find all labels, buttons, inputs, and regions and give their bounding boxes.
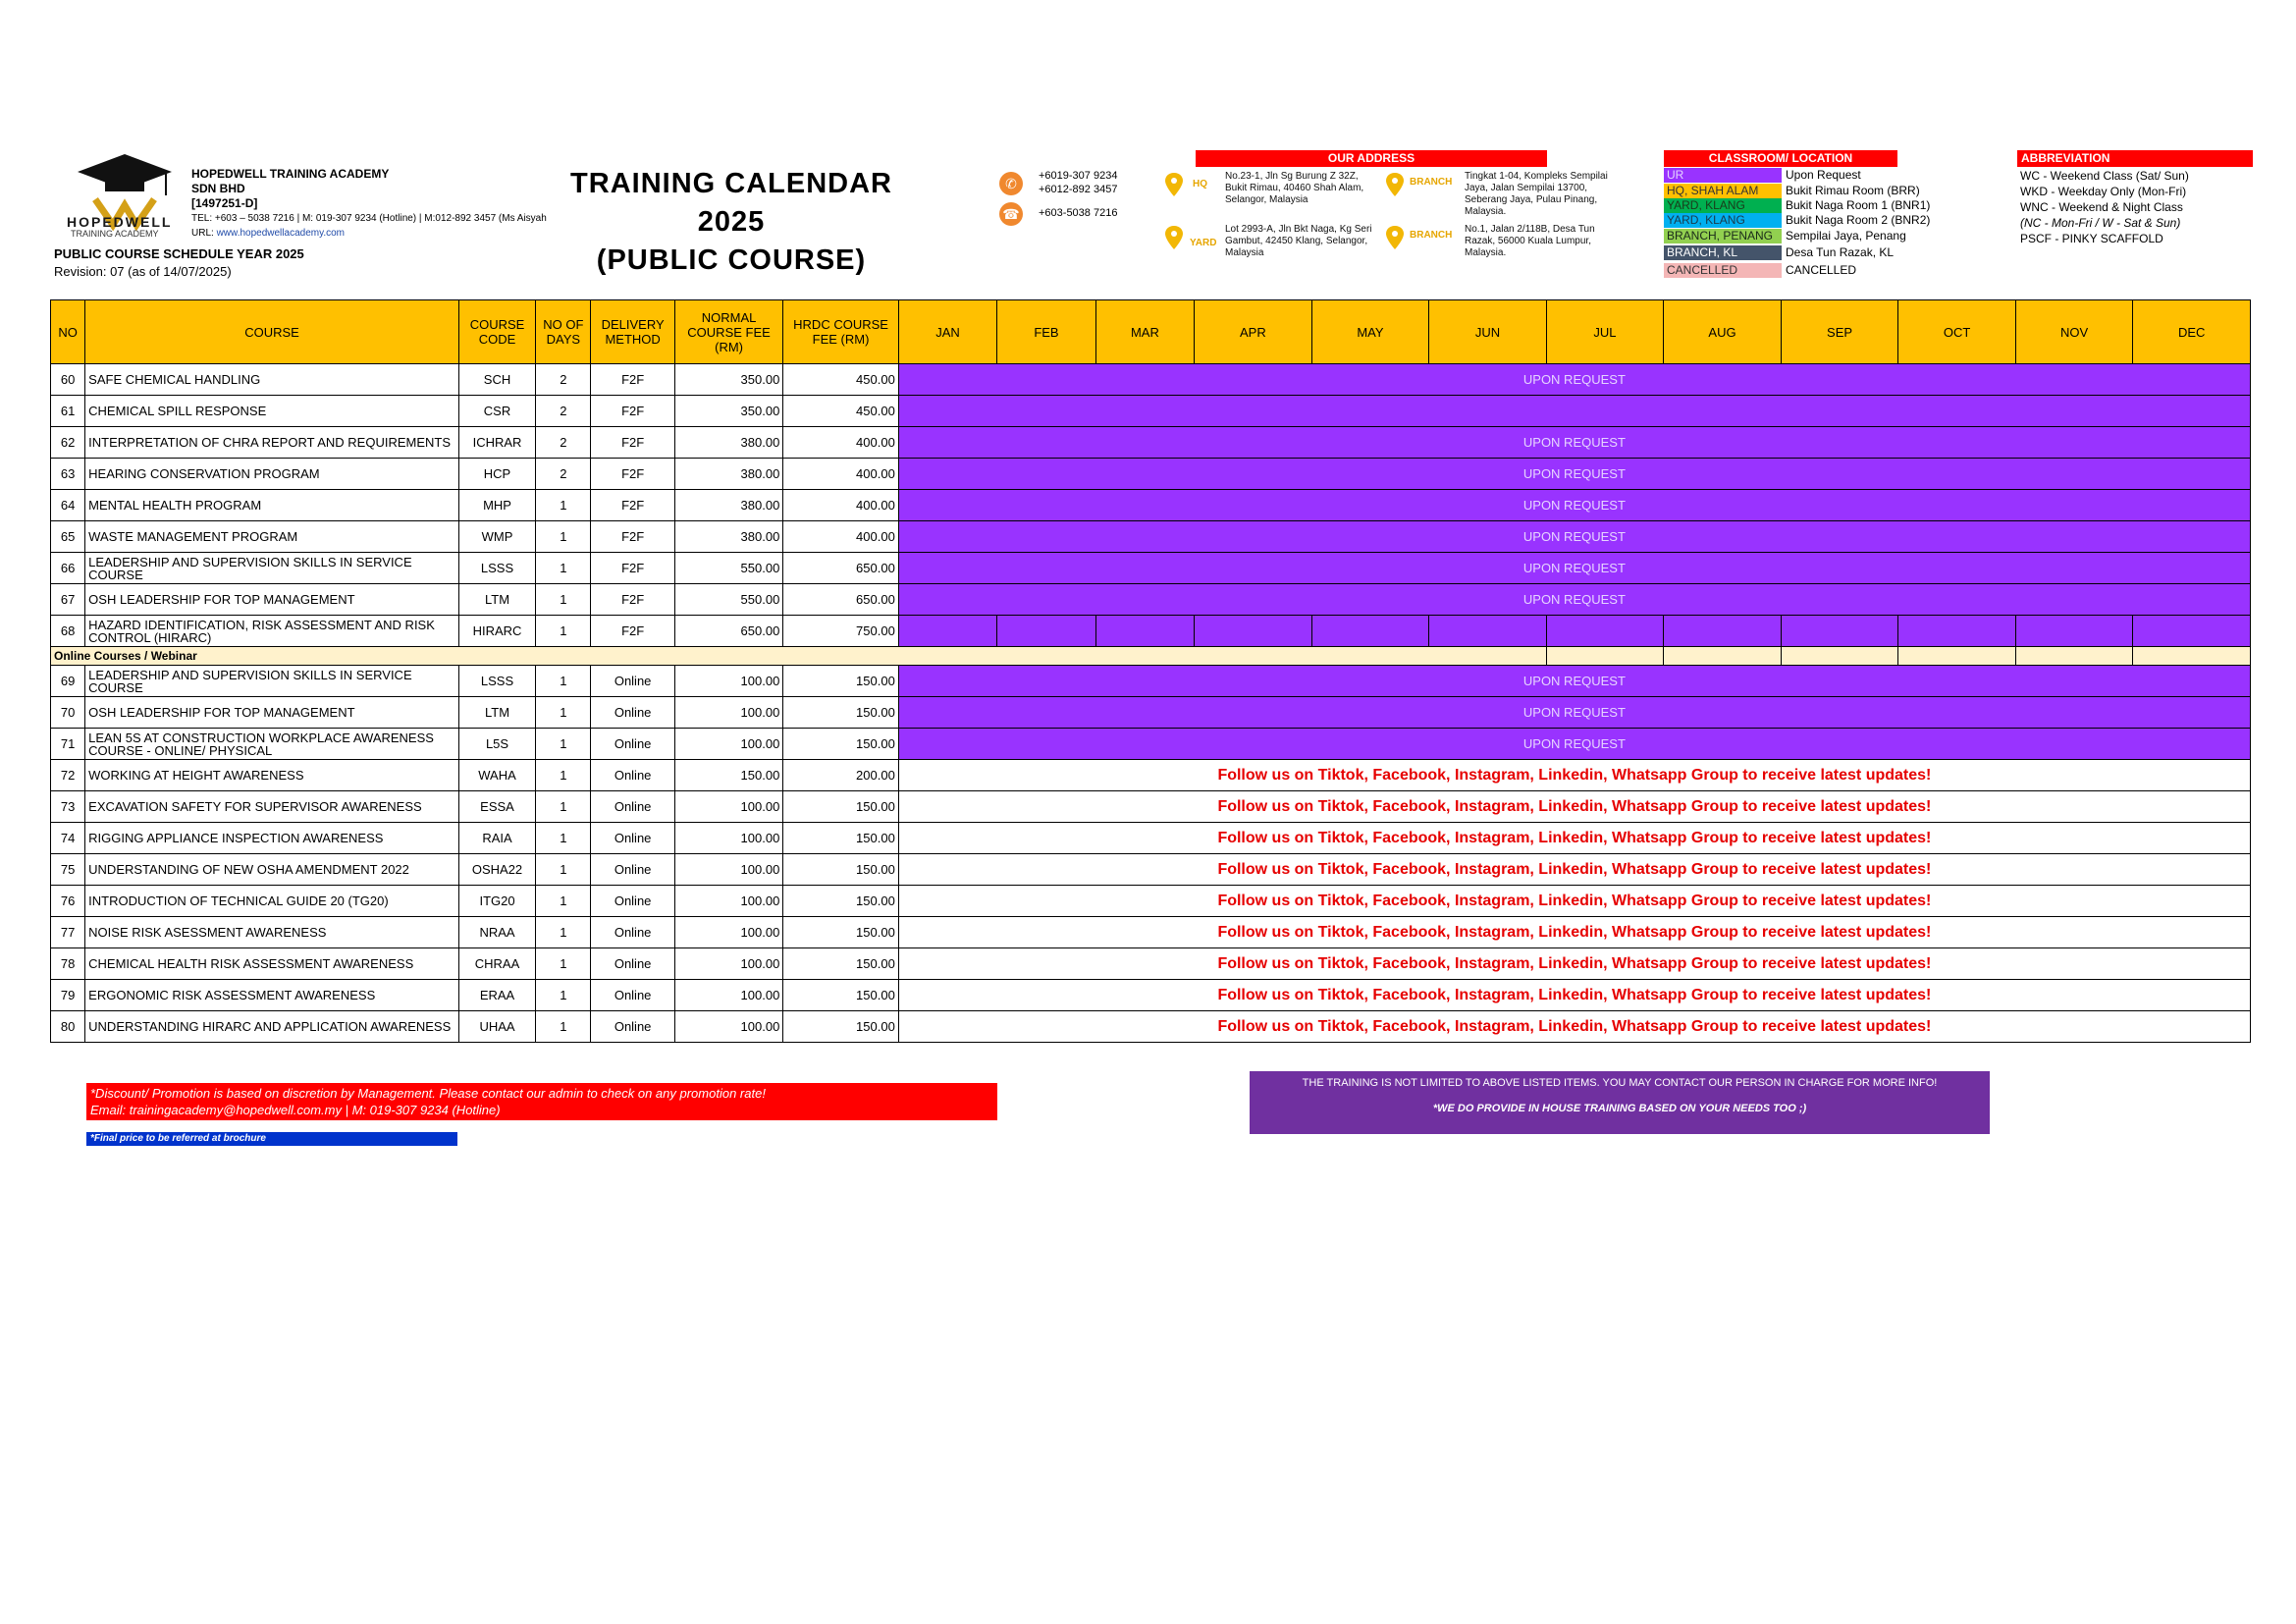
cell-no: 75 <box>51 854 85 886</box>
cell-no: 76 <box>51 886 85 917</box>
cell-hrdc-fee: 150.00 <box>783 1011 899 1043</box>
address-title: OUR ADDRESS <box>1196 150 1547 167</box>
discount-note: *Discount/ Promotion is based on discretion by Management. Please contact our admin to check on any promotion rate! <box>90 1086 766 1101</box>
location-key: UR <box>1664 168 1782 183</box>
month-cell <box>1898 647 2016 666</box>
table-row <box>51 490 2251 521</box>
cell-days: 1 <box>536 521 591 553</box>
table-row <box>51 427 2251 459</box>
abbr-item: WC - Weekend Class (Sat/ Sun) <box>2020 169 2189 183</box>
notice-line-2: *WE DO PROVIDE IN HOUSE TRAINING BASED ON YOUR NEEDS TOO ;) <box>1432 1103 1807 1114</box>
abbr-item: WNC - Weekend & Night Class <box>2020 200 2183 214</box>
cell-days: 1 <box>536 666 591 697</box>
col-header-code: COURSE CODE <box>458 300 535 364</box>
cell-no: 61 <box>51 396 85 427</box>
cell-no: 65 <box>51 521 85 553</box>
cell-normal-fee: 350.00 <box>674 364 782 396</box>
whatsapp-number-1[interactable]: +6019-307 9234 <box>1039 170 1118 182</box>
cell-no: 77 <box>51 917 85 948</box>
cell-code: WMP <box>458 521 535 553</box>
abbreviation-list <box>2020 168 2189 246</box>
cell-days: 1 <box>536 729 591 760</box>
table-row <box>51 823 2251 854</box>
cell-hrdc-fee: 150.00 <box>783 666 899 697</box>
upon-request-band: UPON REQUEST <box>898 364 2250 396</box>
cell-days: 1 <box>536 616 591 647</box>
month-header: MAY <box>1311 300 1429 364</box>
cell-normal-fee: 380.00 <box>674 490 782 521</box>
location-value: Desa Tun Razak, KL <box>1786 245 1895 259</box>
month-header: SEP <box>1781 300 1898 364</box>
page-title <box>550 165 913 280</box>
hq-address: No.23-1, Jln Sg Burung Z 32Z, Bukit Rimau, 40460 Shah Alam, Selangor, Malaysia <box>1225 171 1364 205</box>
cell-code: OSHA22 <box>458 854 535 886</box>
month-cell <box>997 616 1095 647</box>
month-cell <box>1898 616 2016 647</box>
cell-normal-fee: 100.00 <box>674 729 782 760</box>
cell-normal-fee: 100.00 <box>674 980 782 1011</box>
location-key: YARD, KLANG <box>1664 213 1782 228</box>
cell-hrdc-fee: 150.00 <box>783 729 899 760</box>
cell-days: 1 <box>536 917 591 948</box>
table-row <box>51 1011 2251 1043</box>
cell-code: CSR <box>458 396 535 427</box>
col-header-course: COURSE <box>85 300 459 364</box>
cell-method: Online <box>591 760 674 791</box>
cell-no: 69 <box>51 666 85 697</box>
cell-normal-fee: 550.00 <box>674 553 782 584</box>
table-row <box>51 980 2251 1011</box>
notice-line-1: THE TRAINING IS NOT LIMITED TO ABOVE LISTED ITEMS. YOU MAY CONTACT OUR PERSON IN CHARGE FOR MORE INFO! <box>1302 1077 1938 1089</box>
cell-code: L5S <box>458 729 535 760</box>
cell-days: 2 <box>536 459 591 490</box>
company-name: HOPEDWELL TRAINING ACADEMY <box>191 167 390 181</box>
cell-no: 64 <box>51 490 85 521</box>
office-number[interactable]: +603-5038 7216 <box>1039 207 1118 219</box>
cell-normal-fee: 100.00 <box>674 823 782 854</box>
location-value: Bukit Naga Room 1 (BNR1) <box>1786 198 1931 212</box>
cell-code: HCP <box>458 459 535 490</box>
cell-method: Online <box>591 729 674 760</box>
cell-course: LEAN 5S AT CONSTRUCTION WORKPLACE AWARENESS COURSE - ONLINE/ PHYSICAL <box>85 729 459 760</box>
month-header: AUG <box>1664 300 1782 364</box>
cell-code: LSSS <box>458 666 535 697</box>
month-cell <box>1781 647 1898 666</box>
abbr-item: WKD - Weekday Only (Mon-Fri) <box>2020 185 2187 198</box>
location-legend-title: CLASSROOM/ LOCATION <box>1664 150 1897 167</box>
cell-method: F2F <box>591 616 674 647</box>
cell-normal-fee: 100.00 <box>674 917 782 948</box>
table-row <box>51 729 2251 760</box>
cell-method: F2F <box>591 490 674 521</box>
location-value: Bukit Rimau Room (BRR) <box>1786 184 1920 197</box>
url-label: URL: <box>191 228 214 239</box>
cell-course: WORKING AT HEIGHT AWARENESS <box>85 760 459 791</box>
month-cell <box>1781 616 1898 647</box>
cell-no: 79 <box>51 980 85 1011</box>
cell-no: 73 <box>51 791 85 823</box>
cell-no: 60 <box>51 364 85 396</box>
cell-days: 1 <box>536 1011 591 1043</box>
cell-method: Online <box>591 948 674 980</box>
cell-code: SCH <box>458 364 535 396</box>
cell-normal-fee: 550.00 <box>674 584 782 616</box>
location-key: BRANCH, KL <box>1664 245 1782 260</box>
location-key: CANCELLED <box>1664 263 1782 278</box>
abbr-item: PSCF - PINKY SCAFFOLD <box>2020 232 2163 245</box>
cell-method: Online <box>591 823 674 854</box>
cell-hrdc-fee: 150.00 <box>783 854 899 886</box>
hq-location-pin-icon <box>1165 173 1183 196</box>
month-header: FEB <box>997 300 1095 364</box>
discount-banner <box>86 1083 997 1120</box>
month-cell <box>2133 647 2251 666</box>
month-header: JUN <box>1429 300 1547 364</box>
follow-us-message: Follow us on Tiktok, Facebook, Instagram, Linkedin, Whatsapp Group to receive latest updates! <box>898 760 2250 791</box>
company-name-2: SDN BHD <box>191 182 245 195</box>
upon-request-band: UPON REQUEST <box>898 490 2250 521</box>
follow-us-message: Follow us on Tiktok, Facebook, Instagram, Linkedin, Whatsapp Group to receive latest updates! <box>898 823 2250 854</box>
cell-course: OSH LEADERSHIP FOR TOP MANAGEMENT <box>85 697 459 729</box>
month-header: MAR <box>1095 300 1194 364</box>
cell-course: EXCAVATION SAFETY FOR SUPERVISOR AWARENESS <box>85 791 459 823</box>
col-header-no: NO <box>51 300 85 364</box>
month-header: APR <box>1195 300 1312 364</box>
cell-days: 1 <box>536 980 591 1011</box>
month-cell <box>898 616 996 647</box>
branch-kl-address: No.1, Jalan 2/118B, Desa Tun Razak, 56000 Kuala Lumpur, Malaysia. <box>1465 224 1595 258</box>
location-value: Bukit Naga Room 2 (BNR2) <box>1786 213 1931 227</box>
cell-method: F2F <box>591 396 674 427</box>
cell-normal-fee: 380.00 <box>674 427 782 459</box>
cell-normal-fee: 380.00 <box>674 459 782 490</box>
cell-method: F2F <box>591 427 674 459</box>
hq-tag: HQ <box>1193 179 1207 189</box>
cell-method: Online <box>591 697 674 729</box>
table-row <box>51 364 2251 396</box>
cell-normal-fee: 100.00 <box>674 791 782 823</box>
month-cell <box>1429 616 1547 647</box>
cell-code: LSSS <box>458 553 535 584</box>
upon-request-band: UPON REQUEST <box>898 666 2250 697</box>
follow-us-message: Follow us on Tiktok, Facebook, Instagram, Linkedin, Whatsapp Group to receive latest updates! <box>898 1011 2250 1043</box>
cell-code: WAHA <box>458 760 535 791</box>
revision-label: Revision: 07 (as of 14/07/2025) <box>54 264 232 279</box>
cell-normal-fee: 100.00 <box>674 666 782 697</box>
cell-method: Online <box>591 791 674 823</box>
in-house-notice <box>1250 1071 1990 1134</box>
month-cell <box>1095 616 1194 647</box>
cell-code: LTM <box>458 697 535 729</box>
col-header-days: NO OF DAYS <box>536 300 591 364</box>
title-line-2: 2025 <box>697 206 766 238</box>
cell-course: WASTE MANAGEMENT PROGRAM <box>85 521 459 553</box>
table-row <box>51 459 2251 490</box>
cell-method: F2F <box>591 521 674 553</box>
final-price-note: *Final price to be referred at brochure <box>86 1132 457 1146</box>
company-info <box>191 167 547 241</box>
cell-code: CHRAA <box>458 948 535 980</box>
yard-address: Lot 2993-A, Jln Bkt Naga, Kg Seri Gambut, 42450 Klang, Selangor, Malaysia <box>1225 224 1372 258</box>
cell-days: 1 <box>536 823 591 854</box>
cell-method: F2F <box>591 364 674 396</box>
title-line-1: TRAINING CALENDAR <box>570 168 892 199</box>
cell-normal-fee: 100.00 <box>674 886 782 917</box>
col-header-method: DELIVERY METHOD <box>591 300 674 364</box>
cell-course: MENTAL HEALTH PROGRAM <box>85 490 459 521</box>
cell-method: F2F <box>591 584 674 616</box>
cell-method: F2F <box>591 459 674 490</box>
cell-course: CHEMICAL HEALTH RISK ASSESSMENT AWARENESS <box>85 948 459 980</box>
cell-hrdc-fee: 200.00 <box>783 760 899 791</box>
month-header: DEC <box>2133 300 2251 364</box>
table-body <box>51 364 2251 1043</box>
follow-us-message: Follow us on Tiktok, Facebook, Instagram, Linkedin, Whatsapp Group to receive latest updates! <box>898 886 2250 917</box>
cell-hrdc-fee: 400.00 <box>783 521 899 553</box>
cell-course: INTRODUCTION OF TECHNICAL GUIDE 20 (TG20) <box>85 886 459 917</box>
upon-request-band: UPON REQUEST <box>898 584 2250 616</box>
cell-course: LEADERSHIP AND SUPERVISION SKILLS IN SERVICE COURSE <box>85 553 459 584</box>
cell-course: NOISE RISK ASESSMENT AWARENESS <box>85 917 459 948</box>
cell-no: 71 <box>51 729 85 760</box>
upon-request-band: UPON REQUEST <box>898 553 2250 584</box>
whatsapp-number-2[interactable]: +6012-892 3457 <box>1039 184 1118 195</box>
follow-us-message: Follow us on Tiktok, Facebook, Instagram, Linkedin, Whatsapp Group to receive latest updates! <box>898 791 2250 823</box>
table-row <box>51 553 2251 584</box>
cell-method: Online <box>591 980 674 1011</box>
cell-hrdc-fee: 150.00 <box>783 823 899 854</box>
branch-tag-2: BRANCH <box>1410 230 1453 241</box>
month-cell <box>1546 616 1664 647</box>
cell-days: 2 <box>536 396 591 427</box>
cell-hrdc-fee: 750.00 <box>783 616 899 647</box>
cell-course: INTERPRETATION OF CHRA REPORT AND REQUIREMENTS <box>85 427 459 459</box>
cell-method: Online <box>591 666 674 697</box>
section-row <box>51 647 2251 666</box>
cell-no: 68 <box>51 616 85 647</box>
table-row <box>51 760 2251 791</box>
cell-course: HAZARD IDENTIFICATION, RISK ASSESSMENT AND RISK CONTROL (HIRARC) <box>85 616 459 647</box>
training-calendar-table <box>50 299 2251 1043</box>
url-line <box>191 226 547 241</box>
location-key: BRANCH, PENANG <box>1664 229 1782 244</box>
month-cell <box>2015 647 2133 666</box>
abbr-item: (NC - Mon-Fri / W - Sat & Sun) <box>2020 216 2181 230</box>
cell-hrdc-fee: 150.00 <box>783 697 899 729</box>
table-row <box>51 396 2251 427</box>
upon-request-band: UPON REQUEST <box>898 521 2250 553</box>
cell-no: 66 <box>51 553 85 584</box>
location-value: Sempilai Jaya, Penang <box>1786 229 1906 243</box>
table-row <box>51 917 2251 948</box>
cell-no: 78 <box>51 948 85 980</box>
cell-code: NRAA <box>458 917 535 948</box>
abbreviation-title: ABBREVIATION <box>2017 150 2253 167</box>
table-row <box>51 948 2251 980</box>
cell-course: HEARING CONSERVATION PROGRAM <box>85 459 459 490</box>
yard-location-pin-icon <box>1165 226 1183 249</box>
company-reg: [1497251-D] <box>191 196 258 210</box>
month-cell <box>1546 647 1664 666</box>
cell-normal-fee: 150.00 <box>674 760 782 791</box>
cell-code: ESSA <box>458 791 535 823</box>
whatsapp-icon: ✆ <box>999 172 1023 195</box>
cell-days: 2 <box>536 427 591 459</box>
cell-course: UNDERSTANDING OF NEW OSHA AMENDMENT 2022 <box>85 854 459 886</box>
month-cell <box>2133 616 2251 647</box>
cell-code: ICHRAR <box>458 427 535 459</box>
table-row <box>51 886 2251 917</box>
cell-hrdc-fee: 150.00 <box>783 917 899 948</box>
upon-request-band: UPON REQUEST <box>898 427 2250 459</box>
cell-hrdc-fee: 400.00 <box>783 427 899 459</box>
schedule-label: PUBLIC COURSE SCHEDULE YEAR 2025 <box>54 246 304 261</box>
cell-code: MHP <box>458 490 535 521</box>
logo-wordmark: HOPEDWELL <box>67 214 173 230</box>
cell-normal-fee: 100.00 <box>674 1011 782 1043</box>
cell-no: 70 <box>51 697 85 729</box>
location-key: HQ, SHAH ALAM <box>1664 184 1782 198</box>
cell-hrdc-fee: 400.00 <box>783 490 899 521</box>
cell-hrdc-fee: 450.00 <box>783 364 899 396</box>
cell-normal-fee: 100.00 <box>674 948 782 980</box>
cell-normal-fee: 350.00 <box>674 396 782 427</box>
branch-kl-pin-icon <box>1386 226 1404 249</box>
table-row <box>51 791 2251 823</box>
cell-course: SAFE CHEMICAL HANDLING <box>85 364 459 396</box>
cell-days: 1 <box>536 490 591 521</box>
branch-penang-address: Tingkat 1-04, Kompleks Sempilai Jaya, Jalan Sempilai 13700, Seberang Jaya, Pulau Pinang, Malaysia. <box>1465 171 1608 217</box>
cell-days: 1 <box>536 553 591 584</box>
cell-normal-fee: 380.00 <box>674 521 782 553</box>
col-header-hrdc-fee: HRDC COURSE FEE (RM) <box>783 300 899 364</box>
cell-normal-fee: 650.00 <box>674 616 782 647</box>
cell-no: 72 <box>51 760 85 791</box>
table-row <box>51 666 2251 697</box>
cell-days: 1 <box>536 584 591 616</box>
table-row <box>51 521 2251 553</box>
cell-normal-fee: 100.00 <box>674 854 782 886</box>
cell-hrdc-fee: 150.00 <box>783 886 899 917</box>
cell-code: HIRARC <box>458 616 535 647</box>
schedule-band <box>898 396 2250 427</box>
cell-method: Online <box>591 1011 674 1043</box>
branch-penang-pin-icon <box>1386 173 1404 196</box>
cell-course: RIGGING APPLIANCE INSPECTION AWARENESS <box>85 823 459 854</box>
cell-code: ERAA <box>458 980 535 1011</box>
upon-request-band: UPON REQUEST <box>898 697 2250 729</box>
cell-no: 74 <box>51 823 85 854</box>
follow-us-message: Follow us on Tiktok, Facebook, Instagram, Linkedin, Whatsapp Group to receive latest updates! <box>898 980 2250 1011</box>
table-row <box>51 616 2251 647</box>
cell-method: Online <box>591 854 674 886</box>
cell-course: OSH LEADERSHIP FOR TOP MANAGEMENT <box>85 584 459 616</box>
cell-course: ERGONOMIC RISK ASSESSMENT AWARENESS <box>85 980 459 1011</box>
cell-days: 1 <box>536 697 591 729</box>
discount-contact: Email: trainingacademy@hopedwell.com.my | M: 019-307 9234 (Hotline) <box>90 1103 501 1117</box>
cell-code: RAIA <box>458 823 535 854</box>
cell-no: 62 <box>51 427 85 459</box>
cell-days: 1 <box>536 760 591 791</box>
cell-course: LEADERSHIP AND SUPERVISION SKILLS IN SERVICE COURSE <box>85 666 459 697</box>
title-line-3: (PUBLIC COURSE) <box>596 244 867 276</box>
cell-days: 2 <box>536 364 591 396</box>
whatsapp-numbers <box>1039 169 1117 196</box>
cell-code: LTM <box>458 584 535 616</box>
cell-hrdc-fee: 150.00 <box>783 948 899 980</box>
cell-course: CHEMICAL SPILL RESPONSE <box>85 396 459 427</box>
contact-line: TEL: +603 – 5038 7216 | M: 019-307 9234 (Hotline) | M:012-892 3457 (Ms Aisyah <box>191 213 547 224</box>
logo-subtext: TRAINING ACADEMY <box>71 229 159 239</box>
month-cell <box>1664 616 1782 647</box>
month-cell <box>1195 616 1312 647</box>
cell-no: 67 <box>51 584 85 616</box>
cell-no: 80 <box>51 1011 85 1043</box>
section-label: Online Courses / Webinar <box>51 647 1547 666</box>
cell-days: 1 <box>536 854 591 886</box>
cell-days: 1 <box>536 948 591 980</box>
month-cell <box>2015 616 2133 647</box>
yard-tag: YARD <box>1190 238 1217 248</box>
cell-hrdc-fee: 650.00 <box>783 584 899 616</box>
cell-days: 1 <box>536 886 591 917</box>
location-value: CANCELLED <box>1786 263 1857 277</box>
month-header: NOV <box>2015 300 2133 364</box>
cell-code: UHAA <box>458 1011 535 1043</box>
month-cell <box>1311 616 1429 647</box>
table-header-row <box>51 300 2251 364</box>
follow-us-message: Follow us on Tiktok, Facebook, Instagram, Linkedin, Whatsapp Group to receive latest updates! <box>898 917 2250 948</box>
cell-code: ITG20 <box>458 886 535 917</box>
cell-course: UNDERSTANDING HIRARC AND APPLICATION AWARENESS <box>85 1011 459 1043</box>
cell-normal-fee: 100.00 <box>674 697 782 729</box>
month-header: OCT <box>1898 300 2016 364</box>
cell-method: F2F <box>591 553 674 584</box>
phone-icon: ☎ <box>999 202 1023 226</box>
cell-days: 1 <box>536 791 591 823</box>
upon-request-band: UPON REQUEST <box>898 729 2250 760</box>
location-key: YARD, KLANG <box>1664 198 1782 213</box>
table-row <box>51 854 2251 886</box>
month-header: JUL <box>1546 300 1664 364</box>
table-row <box>51 584 2251 616</box>
table-row <box>51 697 2251 729</box>
cell-method: Online <box>591 886 674 917</box>
cell-hrdc-fee: 650.00 <box>783 553 899 584</box>
cell-method: Online <box>591 917 674 948</box>
cell-no: 63 <box>51 459 85 490</box>
upon-request-band: UPON REQUEST <box>898 459 2250 490</box>
cell-hrdc-fee: 450.00 <box>783 396 899 427</box>
cell-hrdc-fee: 400.00 <box>783 459 899 490</box>
cell-hrdc-fee: 150.00 <box>783 980 899 1011</box>
branch-tag-1: BRANCH <box>1410 177 1453 188</box>
follow-us-message: Follow us on Tiktok, Facebook, Instagram, Linkedin, Whatsapp Group to receive latest updates! <box>898 948 2250 980</box>
cell-hrdc-fee: 150.00 <box>783 791 899 823</box>
website-link[interactable]: www.hopedwellacademy.com <box>216 228 346 239</box>
month-header: JAN <box>898 300 996 364</box>
month-cell <box>1664 647 1782 666</box>
col-header-normal-fee: NORMAL COURSE FEE (RM) <box>674 300 782 364</box>
location-value: Upon Request <box>1786 168 1861 182</box>
follow-us-message: Follow us on Tiktok, Facebook, Instagram, Linkedin, Whatsapp Group to receive latest updates! <box>898 854 2250 886</box>
